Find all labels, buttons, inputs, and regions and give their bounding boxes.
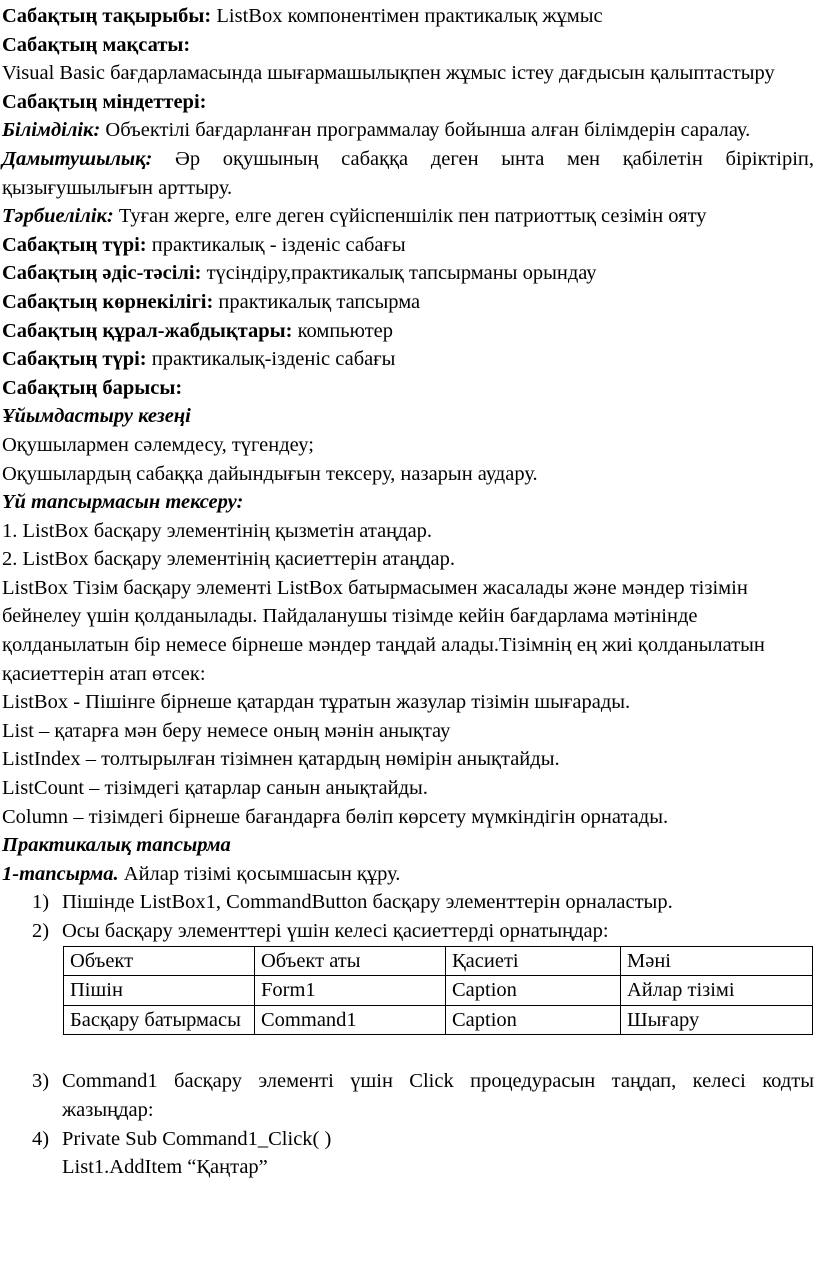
table-header-cell: Объект аты [255,946,446,976]
goal-label: Сабақтың мақсаты: [2,33,191,56]
goal-text: Visual Basic бағдарламасында шығармашылықпен жұмыс істеу дағдысын қалыптастыру [2,62,775,85]
info-line: Сабақтың түрі: практикалық-ізденіс сабағы [2,348,396,371]
step-number: 1) [32,891,50,914]
task-upbringing [2,202,814,231]
table-cell: Басқару батырмасы [64,1005,255,1035]
table-cell: Caption [446,976,621,1006]
table-header-cell: Қасиеті [446,946,621,976]
task-1-label: 1-тапсырма. [2,862,119,885]
task-1-text: Айлар тізімі қосымшасын құру. [118,862,401,885]
table-row [64,1005,813,1035]
property-line: ListIndex – толтырылған тізімнен қатардың нөмірін анықтайды. [2,748,560,771]
table-header-cell: Мәні [621,946,813,976]
table-header-cell: Объект [64,946,255,976]
homework-heading: Үй тапсырмасын тексеру: [2,491,244,514]
step-text: Private Sub Command1_Click( ) [62,1127,332,1150]
org-stage-heading: Ұйымдастыру кезеңі [2,405,191,428]
task-label: Білімділік: [2,119,101,142]
step-text: Пішінде ListBox1, CommandButton басқару элементтерін орналастыр. [62,891,673,914]
step-number: 4) [32,1127,50,1150]
info-line: Сабақтың көрнекілігі: практикалық тапсырма [2,290,421,313]
task-label: Дамытушылық: [2,147,153,170]
step-item [2,1067,814,1124]
table-row [64,976,813,1006]
step-text: Осы басқару элементтері үшін келесі қасиеттерді орнатыңдар: [62,920,609,942]
table-cell: Айлар тізімі [621,976,813,1006]
spacer [2,1035,814,1067]
topic-text: ListBox компонентімен практикалық жұмыс [211,5,603,27]
task-text: Туған жерге, елге деген сүйіспеншілік пен патриоттық сезімін ояту [113,205,707,228]
info-line: Сабақтың әдіс-тәсілі: түсіндіру,практикалық тапсырманы орындау [2,262,597,285]
org-stage-line: Оқушылардың сабаққа дайындығын тексеру, назарын аудару. [2,462,538,485]
listbox-paragraph: ListBox Тізім басқару элементі ListBox батырмасымен жасалады және мәндер тізімін бейнелеу үшін қолданылады. Пайдаланушы тізімде кейін бағдарлама мәтінінде қолданылатын бір немесе бірнеше мәндер таңдай алады.Тізімнің ең жиі қолданылатын қасиеттерін атап өтсек: [2,576,765,685]
topic-label: Сабақтың тақырыбы: [2,5,212,27]
task-1-line [2,860,814,889]
task-text: Объектілі бағдарланған программалау бойынша алған білімдерін саралау. [100,119,751,142]
property-line: ListBox - Пішінге бірнеше қатардан тұратын жазулар тізімін шығарады. [2,691,631,714]
step-number: 2) [32,920,50,942]
info-line: Сабақтың түрі: практикалық - ізденіс сабағы [2,233,406,256]
table-cell: Command1 [255,1005,446,1035]
practical-heading: Практикалық тапсырма [2,834,231,857]
table-header-row [64,946,813,976]
property-line: Column – тізімдегі бірнеше бағандарға бөліп көрсету мүмкіндігін орнатады. [2,805,669,828]
topic-line [2,2,814,31]
task-label: Тәрбиелілік: [2,205,114,228]
task-educational [2,116,814,145]
homework-line: 2. ListBox басқару элементінің қасиеттерін атаңдар. [2,548,455,571]
homework-line: 1. ListBox басқару элементінің қызметін атаңдар. [2,519,433,542]
table-cell: Пішін [64,976,255,1006]
table-cell: Form1 [255,976,446,1006]
steps-list [2,888,814,945]
step-text: Command1 басқару элементі үшін Click процедурасын таңдап, келесі кодты жазыңдар: [62,1070,814,1121]
table-cell: Шығару [621,1005,813,1035]
step-item [2,917,814,946]
progress-label: Сабақтың барысы: [2,376,183,399]
steps-list-continued [2,1067,814,1181]
task-text: Әр оқушының сабаққа деген ынта мен қабілетін біріктіріп, қызығушылығын арттыру. [2,147,814,199]
step-number: 3) [32,1070,50,1093]
property-line: ListCount – тізімдегі қатарлар санын анықтайды. [2,777,428,800]
property-line: List – қатарға мән беру немесе оның мәнін анықтау [2,719,451,742]
info-line: Сабақтың құрал-жабдықтары: компьютер [2,319,394,342]
code-line: List1.AddItem “Қаңтар” [62,1156,268,1179]
table-cell: Caption [446,1005,621,1035]
tasks-label: Сабақтың міндеттері: [2,90,207,113]
org-stage-line: Оқушылармен сәлемдесу, түгендеу; [2,433,314,456]
step-item [2,1125,814,1182]
step-item [2,888,814,917]
task-developmental [2,145,814,202]
properties-table [63,946,813,1036]
